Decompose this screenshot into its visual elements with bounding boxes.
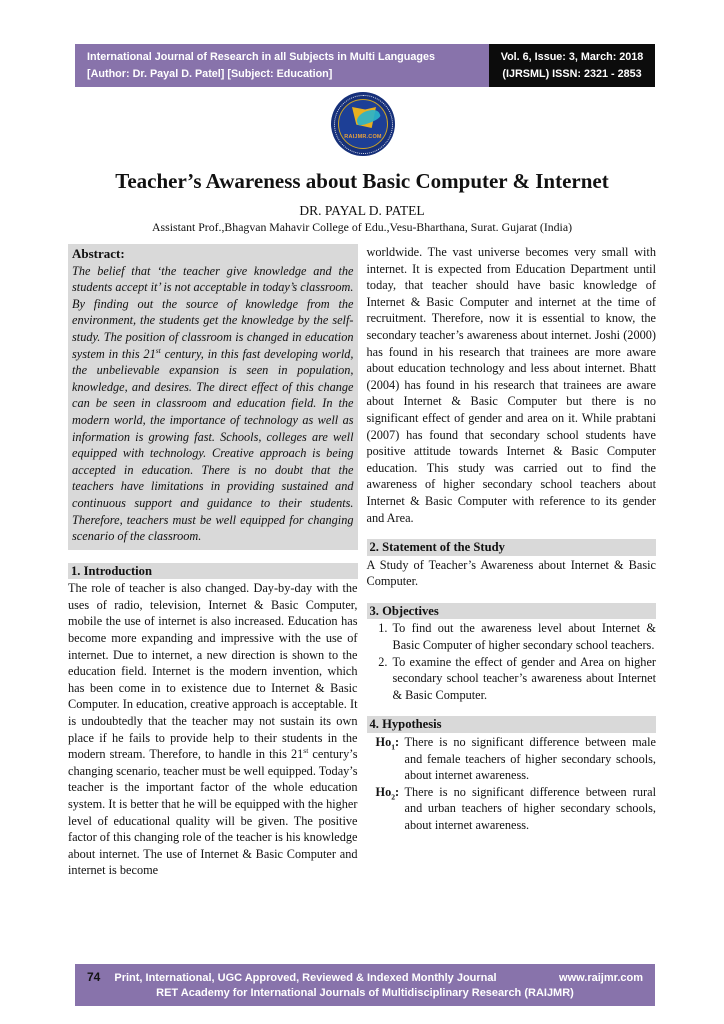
footer-academy-name: RET Academy for International Journals of Multidisciplinary Research (RAIJMR): [156, 987, 574, 999]
objective-text: To examine the effect of gender and Area on higher secondary school teacher’s awareness about Internet & Basic Computer.: [392, 654, 656, 702]
journal-banner: [75, 44, 489, 87]
journal-author-subject: [Author: Dr. Payal D. Patel] [Subject: Education]: [87, 67, 333, 80]
footer-line1: [87, 970, 643, 984]
left-column: [68, 244, 358, 879]
objective-number: 1.: [378, 621, 388, 636]
superscript-st: st: [303, 746, 309, 756]
section-heading-hypothesis: 4. Hypothesis: [367, 716, 657, 733]
page-header: [75, 44, 655, 87]
issue-box: [489, 44, 655, 87]
paper-title: Teacher’s Awareness about Basic Computer & Internet: [115, 169, 609, 193]
objective-item: [367, 620, 657, 653]
objective-text: To find out the awareness level about Internet & Basic Computer of higher secondary school teachers.: [392, 621, 656, 653]
journal-name: International Journal of Research in all Subjects in Multi Languages: [87, 51, 435, 64]
page-footer: [75, 964, 655, 1006]
introduction-continued-text: worldwide. The vast universe becomes very small with internet. It is expected from Education Department until today, that teacher should have basic knowledge of Internet & Basic Computer and internet at the time of recruitment. Therefore, now it is essential to know, the secondary teacher’s awareness about internet. Joshi (2000) has found in his research that trainees are more aware about education technology and less about internet. Bhatt (2004) has found in his research that trainees are aware about Internet & Basic Computer but there is no significant effect of gender and area on it. While prabtani (2007) has found that secondary school students have positive attitude towards Internet & Basic Computer education. This study was carried out to find the awareness of higher secondary school teachers about Internet & Basic Computer with reference to its gender and Area.: [366, 245, 656, 525]
subscript-2: 2: [391, 792, 396, 802]
objective-number: 2.: [378, 654, 388, 669]
superscript-st: st: [155, 345, 161, 355]
hypothesis-label: $Ho_2$:: [375, 784, 400, 802]
body-columns: [68, 244, 656, 879]
footer-website-link[interactable]: www.raijmr.com: [559, 972, 643, 984]
issn-number: (IJRSML) ISSN: 2321 - 2853: [502, 67, 642, 80]
objective-item: [367, 654, 657, 704]
section-heading-objectives: 3. Objectives: [367, 603, 657, 620]
volume-issue: Vol. 6, Issue: 3, March: 2018: [500, 51, 644, 64]
section-heading-statement: 2. Statement of the Study: [367, 539, 657, 556]
paper-affiliation: Assistant Prof.,Bhagvan Mahavir College of Edu.,Vesu-Bharthana, Surat. Gujarat (India): [152, 220, 572, 234]
hypothesis-text: There is no significant difference between rural and urban teachers of higher secondary schools, about internet awareness.: [404, 784, 656, 832]
logo-emblem: [338, 99, 388, 149]
abstract-heading: Abstract:: [72, 246, 125, 261]
subscript-1: 1: [391, 742, 396, 752]
section-heading-introduction: 1. Introduction: [68, 563, 358, 580]
hypothesis-label: $Ho_1$:: [375, 735, 400, 752]
hypothesis-text: There is no significant difference between male and female teachers of higher secondary schools, about internet awareness.: [404, 735, 656, 783]
hypothesis-item: [367, 784, 657, 834]
logo-text: RAIJMR.COM: [344, 134, 382, 140]
abstract-section: [68, 244, 358, 550]
abstract-text: The belief that ‘the teacher give knowledge and the students accept it’ is not acceptable in today’s classroom. By finding out the source of knowledge from the environment, the students get the knowledge by the self-study. The position of classroom is changed in education system in this 21st century, in this fast developing world, the unbelievable expansion is seen in population, knowledge, and desires. The direct effect of this change can be seen in classroom and education field. In the modern world, the importance of technology as well as information is growing fast. Schools, colleges are well equipped with technology. Creative approach is being accepted in education. There is no doubt that the teachers have limitations in providing sustained and continuous support and guidance to their students. Therefore, teachers must be well equipped for changing scenario of the classroom.: [72, 263, 354, 544]
hypothesis-item: [367, 734, 657, 784]
statement-text: A Study of Teacher’s Awareness about Internet & Basic Computer.: [366, 557, 656, 589]
page-number: 74: [87, 970, 101, 984]
raijmr-logo-icon: [331, 92, 395, 156]
footer-journal-type: Print, International, UGC Approved, Reviewed & Indexed Monthly Journal: [114, 972, 497, 984]
paper-author: DR. PAYAL D. PATEL: [299, 203, 425, 218]
right-column: [367, 244, 657, 879]
introduction-text: The role of teacher is also changed. Day-by-day with the uses of radio, television, Internet & Basic Computer, mobile the use of internet is also increased. Education has become more expanding and impressive with the use of internet. Due to internet, a new direction is shown to the education field. Internet is the modern invention, which has been come in to existence due to Internet & Basic Computer. In education, creative approach is acceptable. It is undoubtedly that the teacher may not sustain its own place if he fails to provide help to their students in the modern stream. Therefore, to handle in this 21st century’s changing scenario, teacher must be well equipped. Today’s teacher is the important factor of the whole education system. It is better that he will be equipped with the higher level of educational quality will be given. The positive factor of this changing role of the teacher is his knowledge about internet. The use of Internet & Basic Computer and internet is become: [68, 581, 358, 878]
